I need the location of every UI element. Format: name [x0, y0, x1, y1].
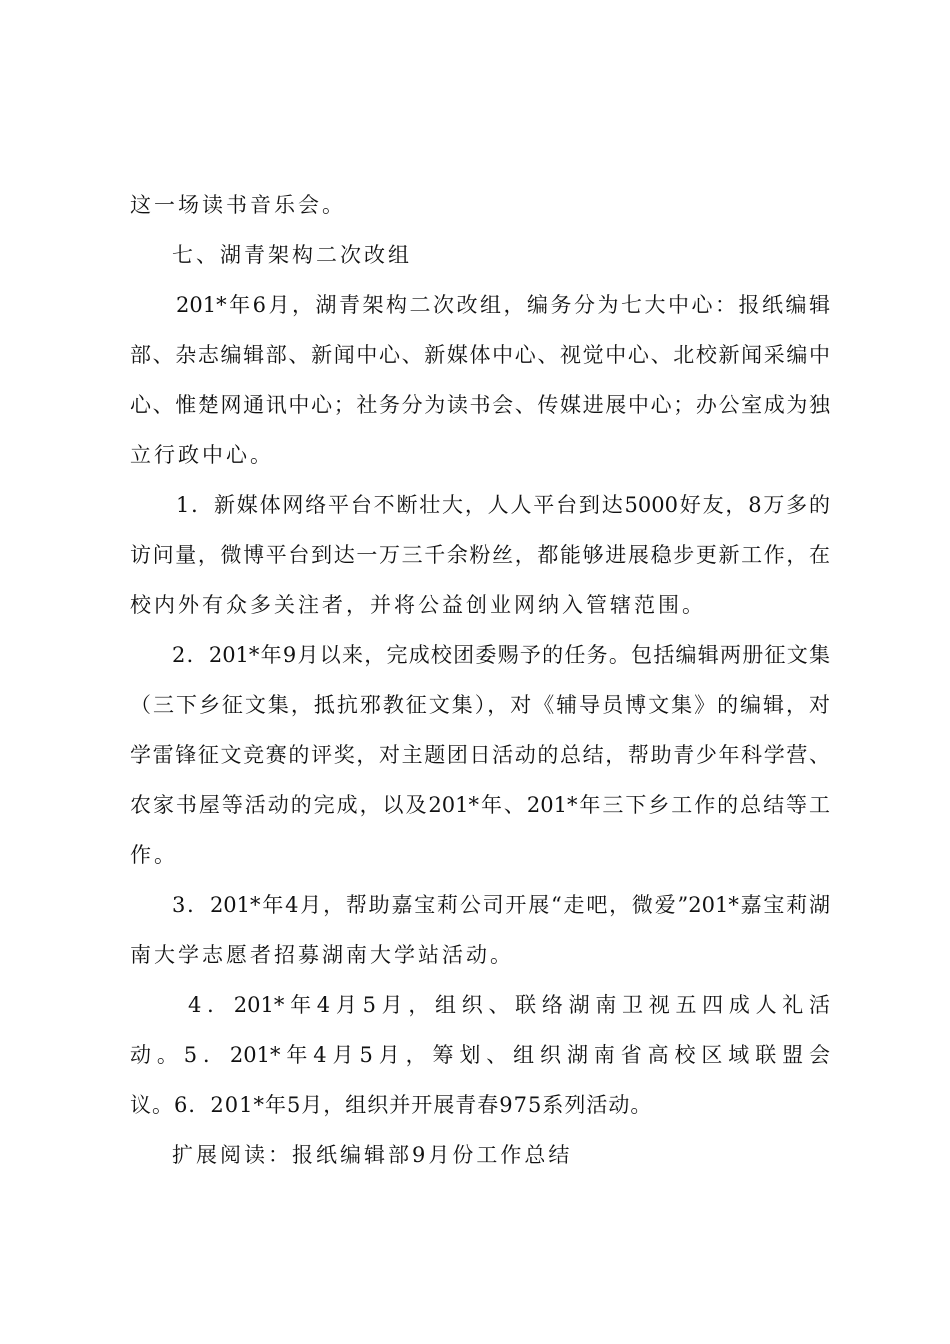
paragraph-line: 南大学志愿者招募湖南大学站活动。: [130, 943, 514, 967]
paragraph-line: 立行政中心。: [130, 443, 274, 467]
paragraph-line: 3．201*年4月，帮助嘉宝莉公司开展“走吧，微爱”201*嘉宝莉湖: [172, 893, 830, 917]
paragraph-line: （三下乡征文集，抵抗邪教征文集），对《辅导员博文集》的编辑，对: [130, 693, 830, 717]
paragraph-line: 访问量，微博平台到达一万三千余粉丝，都能够进展稳步更新工作，在: [130, 543, 830, 567]
paragraph-line: 部、杂志编辑部、新闻中心、新媒体中心、视觉中心、北校新闻采编中: [130, 343, 830, 367]
paragraph-line: 201*年6月，湖青架构二次改组，编务分为七大中心：报纸编辑: [176, 293, 830, 317]
paragraph-line: 动。5．201*年4月5月，筹划、组织湖南省高校区域联盟会: [130, 1043, 830, 1067]
paragraph-line: 心、惟楚网通讯中心；社务分为读书会、传媒进展中心；办公室成为独: [130, 393, 830, 417]
paragraph-line: 农家书屋等活动的完成，以及201*年、201*年三下乡工作的总结等工: [130, 793, 830, 817]
paragraph-line: 2．201*年9月以来，完成校团委赐予的任务。包括编辑两册征文集: [172, 643, 830, 667]
section-heading: 七、湖青架构二次改组: [172, 243, 412, 267]
paragraph-line: 这一场读书音乐会。: [130, 193, 346, 217]
paragraph-line: 议。6．201*年5月，组织并开展青春975系列活动。: [130, 1093, 653, 1117]
paragraph-line: 校内外有众多关注者，并将公益创业网纳入管辖范围。: [130, 593, 706, 617]
paragraph-line: 1．新媒体网络平台不断壮大，人人平台到达5000好友，8万多的: [176, 493, 830, 517]
paragraph-line: 学雷锋征文竞赛的评奖，对主题团日活动的总结，帮助青少年科学营、: [130, 743, 830, 767]
paragraph-line: 4．201*年4月5月，组织、联络湖南卫视五四成人礼活: [188, 993, 830, 1017]
extended-reading-link[interactable]: 扩展阅读：报纸编辑部9月份工作总结: [172, 1143, 573, 1167]
paragraph-line: 作。: [130, 843, 178, 867]
